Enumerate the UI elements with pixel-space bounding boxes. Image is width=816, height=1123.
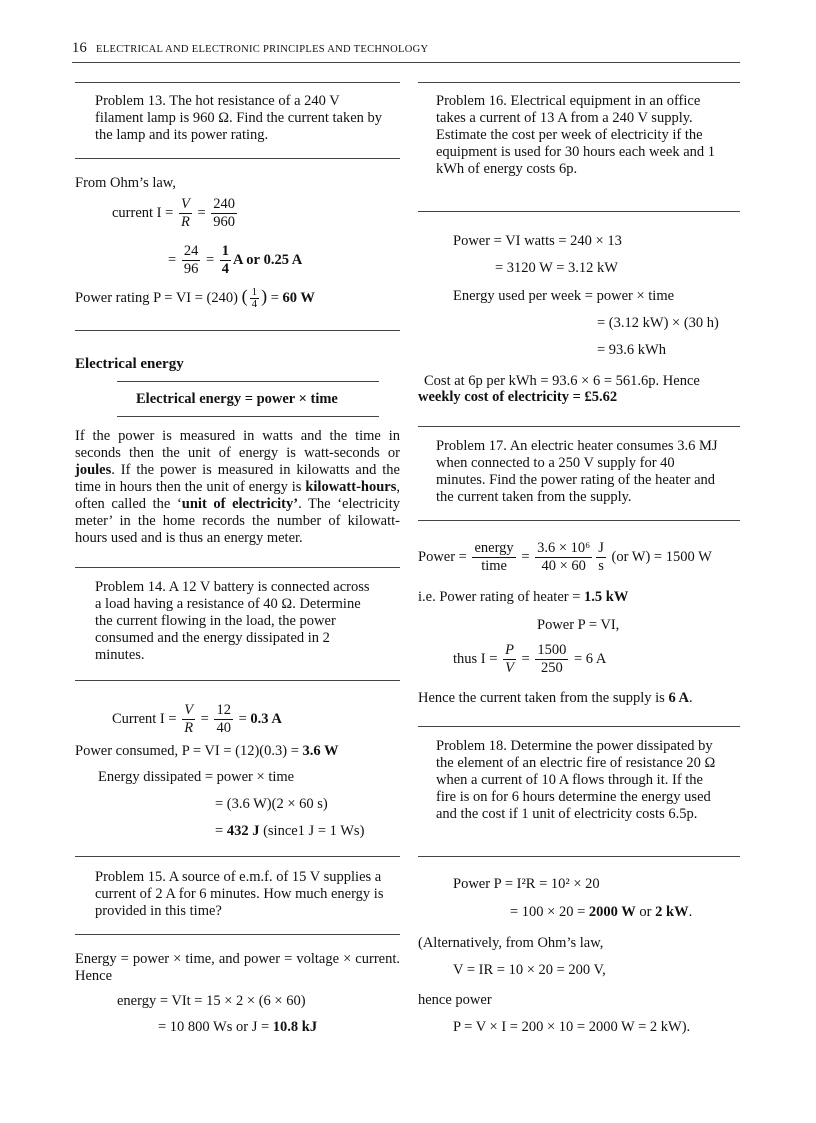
formula-top-rule bbox=[117, 381, 379, 382]
p13-power-equals: = bbox=[270, 290, 279, 306]
p18-line4: P = V × I = 200 × 10 = 2000 W = 2 kW). bbox=[453, 1019, 691, 1035]
p13-r: R bbox=[180, 214, 190, 230]
p13-current-label: current I = bbox=[112, 204, 174, 221]
ee-para-a: If the power is measured in watts and the time in seconds then the unit of energy is watt-seconds or bbox=[75, 428, 400, 461]
header-rule bbox=[72, 62, 740, 63]
p15-answer: 10.8 kJ bbox=[272, 1019, 318, 1035]
p15-line2-text: = 10 800 Ws or J = bbox=[158, 1019, 270, 1035]
p17-bottom-rule bbox=[418, 520, 740, 521]
p17-hence: Hence the current taken from the supply is 6 A. bbox=[418, 690, 693, 706]
p13-end-rule bbox=[75, 330, 400, 331]
p16-line5: = 93.6 kWh bbox=[597, 342, 666, 358]
p18-top-rule bbox=[418, 726, 740, 727]
p18-line2: = 100 × 20 = 2000 W or 2 kW. bbox=[510, 904, 693, 920]
p15-paragraph: Energy = power × time, and power = voltage × current. Hence bbox=[75, 951, 400, 984]
p13-unit-a: A or bbox=[233, 251, 260, 268]
p17-pvi: Power P = VI, bbox=[537, 617, 620, 633]
p14-12: 12 bbox=[216, 702, 231, 718]
p17-energy: energy bbox=[474, 540, 514, 556]
problem-15: Problem 15. A source of e.m.f. of 15 V supplies a current of 2 A for 6 minutes. How much energy is provided in this time? bbox=[95, 869, 384, 919]
problem-18: Problem 18. Determine the power dissipated by the element of an electric fire of resistance 20 Ω when a current of 10 A flows through it. If the fire is on for 6 hours determine the energy used and the cost if 1 unit of electricity costs 6.5p. bbox=[436, 738, 716, 822]
p17-result: = 6 A bbox=[573, 650, 607, 667]
p14-frac-12-40 bbox=[214, 702, 233, 737]
p14-current-label: Current I = bbox=[112, 710, 177, 727]
p16-answer: weekly cost of electricity = £5.62 bbox=[418, 389, 618, 405]
running-title: ELECTRICAL AND ELECTRONIC PRINCIPLES AND TECHNOLOGY bbox=[96, 44, 429, 55]
problem-16: Problem 16. Electrical equipment in an office takes a current of 13 A from a 240 V supply. Estimate the cost per week of electricity if the equipment is used for 30 hours each week and 1 kWh of energy costs 6p. bbox=[436, 93, 716, 177]
p17-top-rule bbox=[418, 426, 740, 427]
ee-joules: joules bbox=[75, 462, 112, 478]
p13-240: 240 bbox=[213, 196, 235, 212]
running-header bbox=[72, 40, 428, 57]
p17-s: s bbox=[598, 558, 604, 574]
p13-4: 4 bbox=[221, 261, 229, 277]
ee-para-b: . If the power is measured in kilowatts and the time in hours then the unit of energy is bbox=[75, 462, 400, 495]
p13-result-eq: = $\frac{24}{96}$ = $\frac{1}{4}$ A or 0.25 A bbox=[168, 243, 303, 277]
p16-line4: = (3.12 kW) × (30 h) bbox=[597, 315, 719, 331]
p17-time: time bbox=[481, 558, 507, 574]
page-number: 16 bbox=[72, 40, 88, 56]
p14-energy-line1: Energy dissipated = power × time bbox=[98, 769, 295, 785]
p14-v: V bbox=[184, 702, 194, 718]
p18-or: or bbox=[639, 904, 652, 920]
problem-14: Problem 14. A 12 V battery is connected across a load having a resistance of 40 Ω. Determine the current flowing in the load, the power consumed and the energy dissipated in 2 minutes. bbox=[95, 579, 370, 663]
p17-frac-units bbox=[596, 540, 606, 575]
p13-quarter-d: 4 bbox=[251, 298, 258, 311]
p17-thus: thus I = bbox=[453, 650, 498, 667]
p13-frac-vr bbox=[179, 196, 192, 231]
p14-r: R bbox=[184, 720, 194, 736]
p14-bottom-rule bbox=[75, 680, 400, 681]
p16-top-rule bbox=[418, 82, 740, 83]
p14-power-eq bbox=[75, 743, 339, 760]
formula-bottom-rule bbox=[117, 416, 379, 417]
p18-line1: Power P = I²R = 10² × 20 bbox=[453, 876, 600, 892]
p17-den: 40 × 60 bbox=[541, 558, 586, 574]
p18-line3: V = IR = 10 × 20 = 200 V, bbox=[453, 962, 606, 978]
p13-bottom-rule bbox=[75, 158, 400, 159]
p18-answer-kw: 2 kW bbox=[655, 904, 689, 920]
ee-para-c: , often called the ‘ bbox=[75, 479, 400, 512]
p17-num: 3.6 × 10⁶ bbox=[537, 540, 591, 556]
p17-j: J bbox=[598, 540, 604, 556]
p13-answer-current: 0.25 A bbox=[263, 251, 303, 268]
p14-energy-line2: = (3.6 W)(2 × 60 s) bbox=[215, 796, 328, 812]
p14-answer-current: 0.3 A bbox=[250, 710, 282, 727]
problem-13: Problem 13. The hot resistance of a 240 V filament lamp is 960 Ω. Find the current taken by the lamp and its power rating. bbox=[95, 93, 383, 143]
p16-bottom-rule bbox=[418, 211, 740, 212]
p17-v: V bbox=[505, 660, 514, 676]
p14-top-rule bbox=[75, 567, 400, 568]
electrical-energy-paragraph bbox=[75, 428, 400, 547]
p15-line2 bbox=[158, 1019, 317, 1036]
p17-answer-current: 6 A bbox=[668, 690, 689, 706]
ee-para-d: . The ‘electricity meter’ in the home records the number of kilowatt-hours used and is thus an energy meter. bbox=[75, 496, 400, 546]
p17-tail: (or W) = 1500 W bbox=[611, 548, 712, 565]
p16-line3: Energy used per week = power × time bbox=[453, 288, 675, 304]
p17-hence-text: Hence the current taken from the supply is bbox=[418, 690, 665, 706]
p18-answer-watts: 2000 W bbox=[588, 904, 636, 920]
p13-960: 960 bbox=[213, 214, 235, 230]
p13-96: 96 bbox=[183, 261, 199, 277]
p13-frac-24-96 bbox=[182, 243, 201, 278]
p14-power-label: Power consumed, P = VI = (12)(0.3) = bbox=[75, 743, 299, 759]
p13-current-eq: current I = $\frac{V}{R}$ = $\frac{240}{960}$ bbox=[112, 196, 235, 230]
p16-cost: Cost at 6p per kWh = 93.6 × 6 = 561.6p. Hence bbox=[424, 373, 700, 389]
p17-frac-pv bbox=[503, 642, 516, 677]
p14-energy-note: (since1 J = 1 Ws) bbox=[263, 823, 365, 839]
p18-hence: hence power bbox=[418, 992, 492, 1008]
p13-frac-240-960 bbox=[211, 196, 237, 231]
p17-frac-energy-time bbox=[472, 540, 515, 575]
p17-250: 250 bbox=[540, 660, 563, 676]
p17-1500: 1500 bbox=[537, 642, 567, 658]
p14-current-eq: Current I = $\frac{V}{R}$ = $\frac{12}{40}$ = 0.3 A bbox=[112, 702, 282, 736]
p17-current-eq: thus I = $\frac{P}{V}$ = $\frac{1500}{250}$ = 6 A bbox=[453, 642, 607, 676]
ee-kwh: kilowatt-hours bbox=[305, 479, 397, 495]
section-heading-electrical-energy: Electrical energy bbox=[75, 356, 184, 372]
p14-frac-vr bbox=[182, 702, 195, 737]
p14-energy-line3: = 432 J (since1 J = 1 Ws) bbox=[215, 823, 365, 839]
p17-frac-1500-250 bbox=[535, 642, 568, 677]
p15-line1: energy = VIt = 15 × 2 × (6 × 60) bbox=[117, 993, 306, 1009]
p17-p: P bbox=[505, 642, 514, 658]
p13-v: V bbox=[180, 196, 190, 212]
p18-line2-text: = 100 × 20 = bbox=[510, 904, 586, 920]
p13-24: 24 bbox=[183, 243, 199, 259]
p17-power-eq: Power = $\frac{\text{energy}}{\text{time}}$ = $\frac{\text{3.6 × 10⁶}}{40 \times 60}$ $\frac{J}{s}$ (or W) = 1500 W bbox=[418, 540, 712, 574]
p13-frac-quarter bbox=[250, 287, 260, 310]
p14-answer-energy: 432 J bbox=[226, 823, 260, 839]
p15-top-rule bbox=[75, 856, 400, 857]
p14-40: 40 bbox=[216, 720, 231, 736]
p16-line2: = 3120 W = 3.12 kW bbox=[495, 260, 618, 276]
p15-bottom-rule bbox=[75, 934, 400, 935]
p17-ie-text: i.e. Power rating of heater = bbox=[418, 589, 581, 605]
p13-power-label: Power rating P = VI = (240) bbox=[75, 290, 238, 306]
p13-from-ohm: From Ohm’s law, bbox=[75, 175, 176, 191]
p13-frac-1-4 bbox=[220, 243, 231, 278]
p13-power-eq: Power rating P = VI = (240) ( $\frac{1}{4}$ ) = 60 W bbox=[75, 286, 315, 311]
ee-unit: unit of electricity’ bbox=[181, 496, 299, 512]
p13-answer-power: 60 W bbox=[282, 290, 315, 306]
p17-ie bbox=[418, 589, 628, 606]
p14-answer-power: 3.6 W bbox=[302, 743, 339, 759]
p13-quarter-n: 1 bbox=[251, 286, 258, 299]
p17-answer-power: 1.5 kW bbox=[584, 589, 629, 605]
p18-alt: (Alternatively, from Ohm’s law, bbox=[418, 935, 604, 951]
p17-frac-numbers bbox=[535, 540, 592, 575]
p13-1: 1 bbox=[221, 243, 229, 259]
p16-line1: Power = VI watts = 240 × 13 bbox=[453, 233, 622, 249]
p13-top-rule bbox=[75, 82, 400, 83]
p17-power-label: Power = bbox=[418, 548, 467, 565]
p18-bottom-rule bbox=[418, 856, 740, 857]
problem-17: Problem 17. An electric heater consumes 3.6 MJ when connected to a 250 V supply for 40 minutes. Find the power rating of the heater and the current taken from the supply. bbox=[436, 438, 718, 505]
formula-electrical-energy: Electrical energy = power × time bbox=[136, 391, 338, 407]
